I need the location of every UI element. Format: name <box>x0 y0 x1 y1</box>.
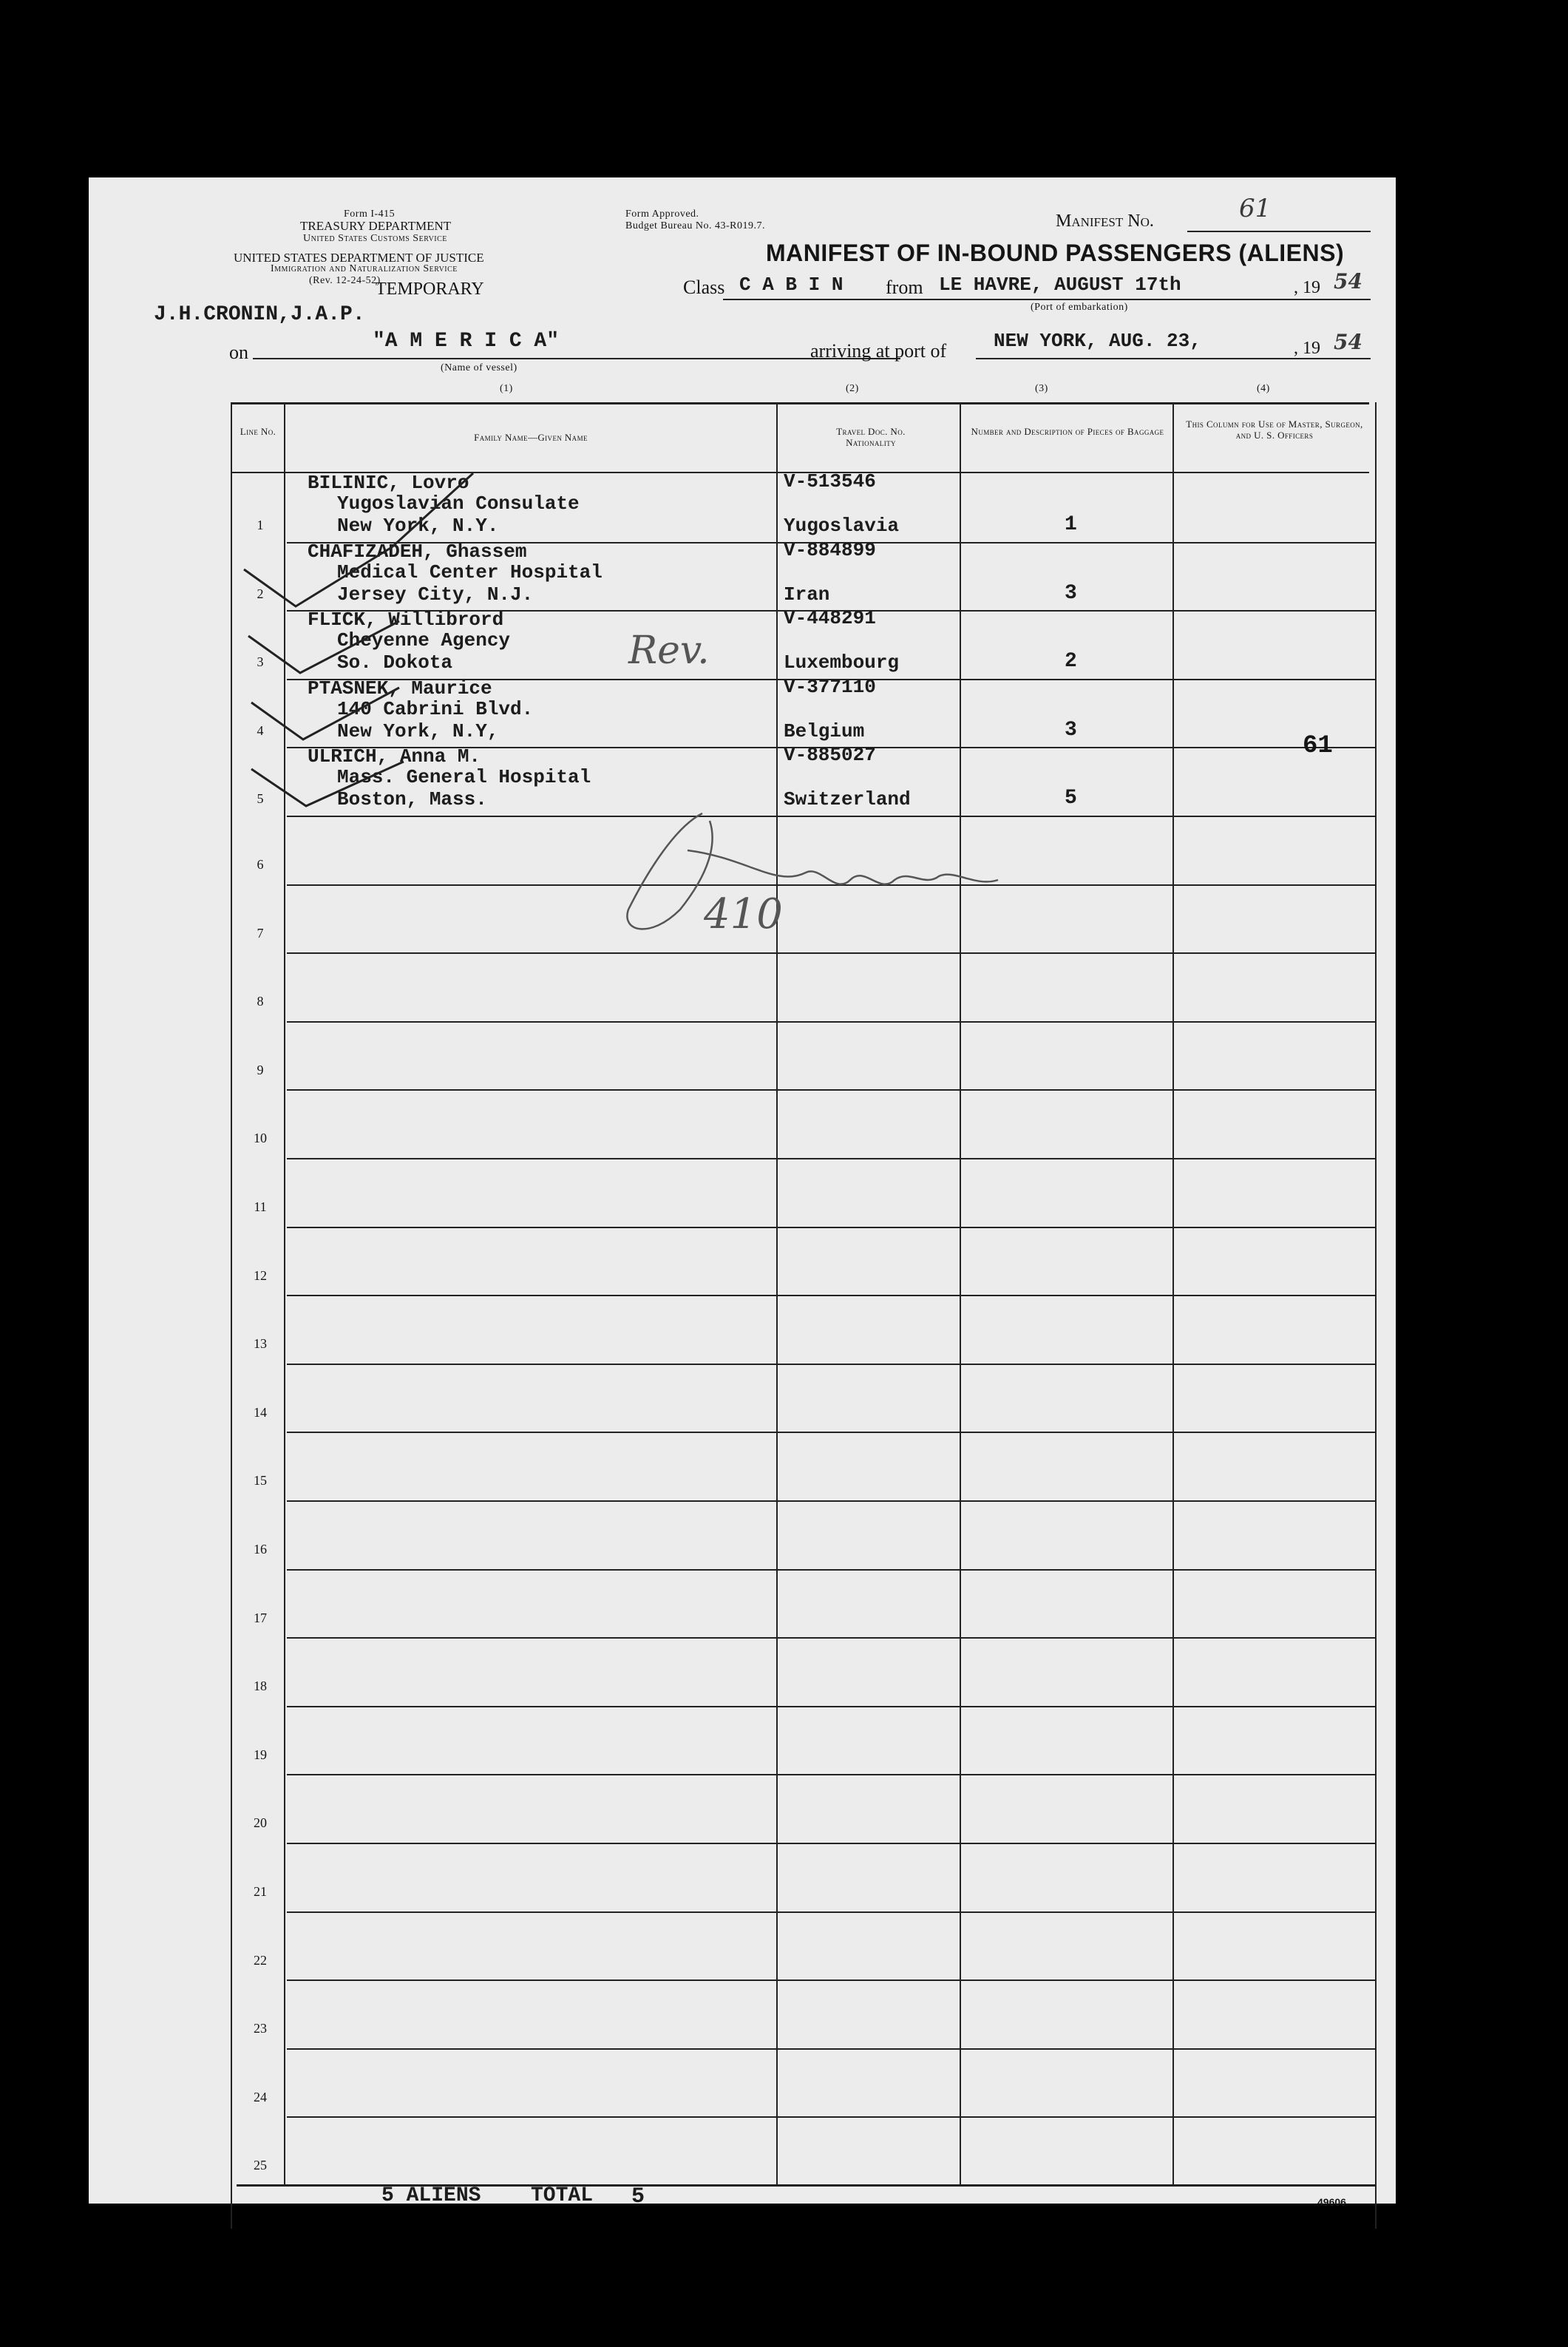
baggage-count: 2 <box>1065 650 1077 673</box>
row-divider <box>287 1089 1375 1091</box>
manifest-page <box>89 177 1396 2209</box>
passenger-address-1: 140 Cabrini Blvd. <box>337 698 534 720</box>
passenger-name: PTASNEK, Maurice <box>308 677 492 700</box>
row-divider <box>287 1227 1375 1228</box>
year-value: 54 <box>1334 269 1362 294</box>
checkmark-row-1 <box>244 473 473 606</box>
form-code: 49606 <box>1317 2196 1346 2208</box>
row-number: 11 <box>254 1199 267 1214</box>
temporary-label: TEMPORARY <box>376 280 484 299</box>
travel-doc-number: V-885027 <box>784 744 876 766</box>
total-value: 5 <box>631 2184 645 2209</box>
passenger-address-1: Mass. General Hospital <box>337 766 591 788</box>
row-number: 18 <box>254 1679 267 1693</box>
passenger-address-1: Yugoslavian Consulate <box>337 492 580 515</box>
manifest-no-value: 61 <box>1239 194 1272 223</box>
on-label: on <box>229 342 248 363</box>
checkmark-row-2 <box>248 621 399 673</box>
col-divider-baggage <box>1172 402 1174 2184</box>
col-divider-doc <box>960 402 961 2184</box>
table-right-border <box>1375 402 1377 2229</box>
form-number: Form I-415 <box>344 209 396 220</box>
row-number: 14 <box>254 1405 267 1420</box>
row-number: 9 <box>257 1063 264 1077</box>
nationality: Iran <box>784 583 830 606</box>
from-label: from <box>886 277 923 298</box>
rev-annotation: Rev. <box>628 629 710 673</box>
row-number: 22 <box>254 1953 267 1968</box>
header-baggage: Number and Description of Pieces of Baggage <box>971 426 1164 437</box>
aliens-count: 5 ALIENS <box>381 2184 481 2207</box>
passenger-address-2: Jersey City, N.J. <box>337 583 534 606</box>
from-value: LE HAVRE, AUGUST 17th <box>939 274 1181 296</box>
class-label: Class <box>683 277 725 298</box>
baggage-count: 3 <box>1065 582 1077 605</box>
row-divider <box>287 1637 1375 1639</box>
ins-label: Immigration and Naturalization Service <box>271 263 458 274</box>
passenger-address-1: Medical Center Hospital <box>337 561 603 583</box>
officer-mark: 61 <box>1303 732 1333 760</box>
class-underline <box>723 299 1371 300</box>
port-caption: (Port of embarkation) <box>1031 302 1128 313</box>
row-number: 2 <box>257 586 264 601</box>
row-number: 10 <box>254 1131 267 1145</box>
arrival-year-value: 54 <box>1334 330 1362 354</box>
passenger-name: FLICK, Willibrord <box>308 609 504 631</box>
travel-doc-number: V-448291 <box>784 607 876 629</box>
binder-hole <box>50 1986 86 2022</box>
row-divider <box>287 2116 1375 2118</box>
nationality: Switzerland <box>784 788 911 810</box>
vessel-name: "A M E R I C A" <box>373 330 560 353</box>
binder-hole <box>50 342 86 377</box>
travel-doc-number: V-377110 <box>784 676 876 698</box>
justice-label: UNITED STATES DEPARTMENT OF JUSTICE <box>234 251 484 265</box>
baggage-count: 1 <box>1065 513 1077 536</box>
row-number: 8 <box>257 994 264 1009</box>
vessel-caption: (Name of vessel) <box>441 362 517 373</box>
passenger-address-2: Boston, Mass. <box>337 788 487 810</box>
col-divider-name <box>776 402 778 2184</box>
form-approved: Form Approved. <box>625 209 699 220</box>
nationality: Belgium <box>784 720 865 742</box>
binder-hole <box>50 2028 86 2063</box>
passenger-name: ULRICH, Anna M. <box>308 745 481 768</box>
page-title: MANIFEST OF IN-BOUND PASSENGERS (ALIENS) <box>766 240 1345 266</box>
row-number: 21 <box>254 1884 267 1899</box>
row-divider <box>287 1706 1375 1707</box>
checkmarks-overlay <box>229 444 510 858</box>
row-divider <box>287 1843 1375 1844</box>
row-number: 25 <box>254 2158 267 2172</box>
row-divider <box>287 1295 1375 1296</box>
arrival-underline <box>976 358 1371 359</box>
binder-hole <box>50 2144 86 2180</box>
binder-hole <box>50 223 86 259</box>
vessel-underline <box>253 358 900 359</box>
row-number: 24 <box>254 2090 267 2104</box>
row-divider <box>287 1432 1375 1433</box>
stamp-number: 410 <box>704 890 783 938</box>
customs-label: United States Customs Service <box>303 233 447 244</box>
baggage-count: 3 <box>1065 719 1077 742</box>
row-divider <box>287 1021 1375 1023</box>
arriving-value: NEW YORK, AUG. 23, <box>994 330 1201 352</box>
treasury-label: TREASURY DEPARTMENT <box>300 219 452 233</box>
header-officers: This Column for Use of Master, Surgeon, and U. S. Officers <box>1186 419 1363 441</box>
baggage-count: 5 <box>1065 787 1077 810</box>
checkmark-row-3 <box>251 688 399 739</box>
col-num-4: (4) <box>1257 383 1270 394</box>
row-divider <box>287 1158 1375 1159</box>
passenger-address-1: Cheyenne Agency <box>337 629 511 651</box>
row-number: 3 <box>257 654 264 669</box>
row-divider <box>287 1774 1375 1775</box>
row-number: 13 <box>254 1336 267 1351</box>
passenger-name: BILINIC, Lovro <box>308 472 469 494</box>
passenger-address-2: New York, N.Y, <box>337 720 499 742</box>
travel-doc-number: V-884899 <box>784 539 876 561</box>
rev-label: (Rev. 12-24-52) <box>309 275 381 286</box>
header-travel-doc: Travel Doc. No. Nationality <box>836 426 906 448</box>
row-number: 23 <box>254 2021 267 2036</box>
manifest-no-underline <box>1187 231 1371 232</box>
year-prefix: , 19 <box>1294 278 1320 297</box>
row-divider <box>287 1569 1375 1571</box>
binder-hole <box>50 1863 86 1899</box>
col-num-3: (3) <box>1035 383 1048 394</box>
col-num-2: (2) <box>846 383 859 394</box>
row-number: 12 <box>254 1268 267 1283</box>
row-divider <box>287 2048 1375 2050</box>
passenger-address-2: So. Dokota <box>337 651 453 674</box>
row-number: 4 <box>257 723 264 738</box>
col-num-1: (1) <box>500 383 513 394</box>
row-number: 15 <box>254 1473 267 1488</box>
travel-doc-number: V-513546 <box>784 470 876 492</box>
binder-hole <box>50 380 86 416</box>
arrival-year-prefix: , 19 <box>1294 339 1320 358</box>
passenger-name: CHAFIZADEH, Ghassem <box>308 541 527 563</box>
row-number: 6 <box>257 857 264 872</box>
header-family-name: Family Name—Given Name <box>474 432 588 443</box>
row-number: 19 <box>254 1747 267 1762</box>
row-number: 7 <box>257 926 264 941</box>
officer-name: J.H.CRONIN,J.A.P. <box>154 303 365 326</box>
signature <box>599 799 1042 961</box>
row-number: 1 <box>257 518 264 532</box>
row-number: 20 <box>254 1815 267 1830</box>
nationality: Yugoslavia <box>784 515 900 537</box>
nationality: Luxembourg <box>784 651 900 674</box>
row-divider <box>287 1979 1375 1981</box>
binder-hole <box>50 460 86 495</box>
class-value: C A B I N <box>739 274 844 296</box>
header-line-no: Line No. <box>240 426 276 437</box>
binder-hole <box>50 1183 86 1219</box>
row-divider <box>287 1364 1375 1365</box>
row-number: 16 <box>254 1542 267 1557</box>
total-label: TOTAL <box>531 2184 594 2207</box>
row-divider <box>287 1500 1375 1502</box>
binder-hole <box>50 1523 86 1559</box>
row-number: 17 <box>254 1611 267 1625</box>
row-number: 5 <box>257 791 264 806</box>
arriving-label: arriving at port of <box>810 340 947 362</box>
row-divider <box>287 1911 1375 1913</box>
binder-hole <box>50 828 86 864</box>
budget-bureau: Budget Bureau No. 43-R019.7. <box>625 220 765 231</box>
manifest-no-label: Manifest No. <box>1056 211 1154 231</box>
table-top-border <box>231 402 1369 404</box>
checkmark-row-4 <box>251 762 404 806</box>
passenger-address-2: New York, N.Y. <box>337 515 499 537</box>
